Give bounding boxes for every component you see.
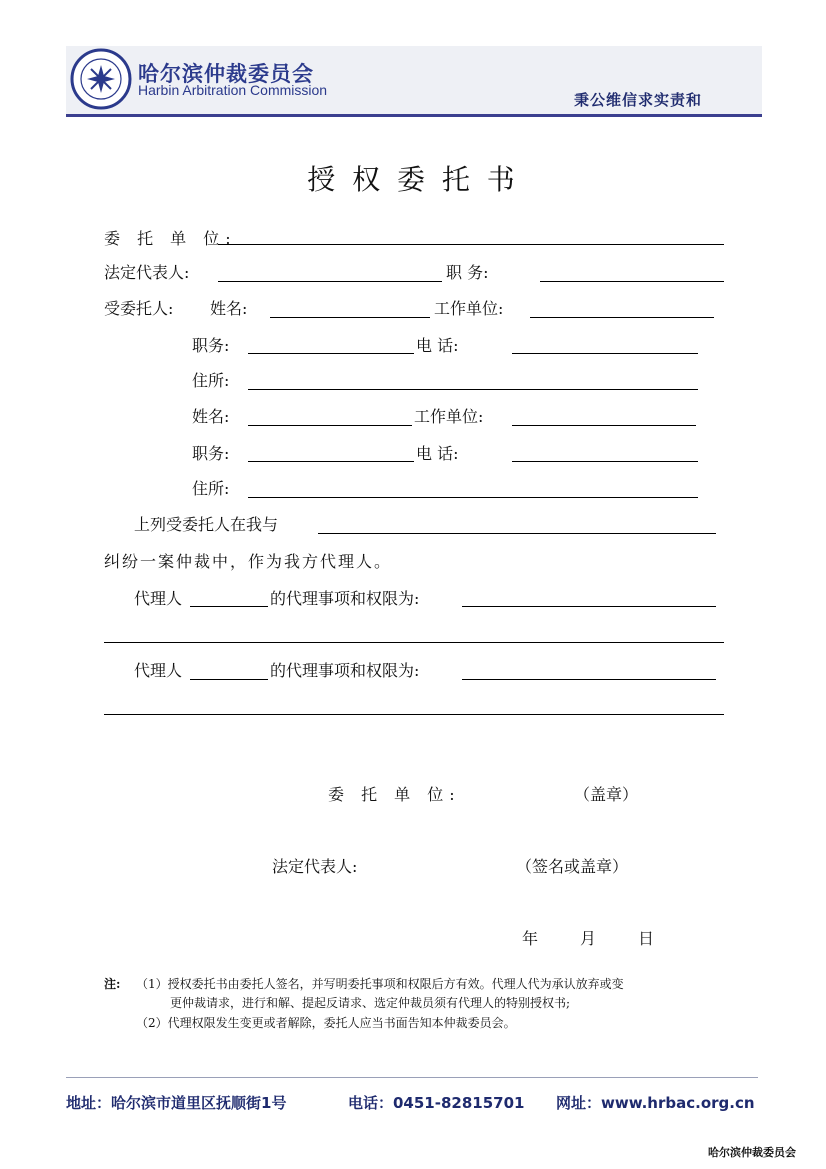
footer-website: 网址：www.hrbac.org.cn [556, 1094, 755, 1112]
agent2-name-field[interactable] [248, 425, 412, 426]
date-year: 年 [522, 929, 539, 948]
opposing-party-field[interactable] [318, 533, 716, 534]
page-title: 授 权 委 托 书 [307, 163, 519, 196]
agent1-work-unit-field[interactable] [530, 317, 714, 318]
agent1-phone-field[interactable] [512, 353, 698, 354]
agent2-scope-text: 的代理事项和权限为: [270, 661, 420, 680]
logo [70, 48, 132, 110]
agent1-address-label: 住所: [192, 371, 230, 390]
agent-label: 受委托人: [104, 299, 174, 318]
logo-emblem-icon [70, 48, 132, 110]
sign-principal-label: 委 托 单 位: [328, 785, 461, 804]
agent1-scope-line2[interactable] [104, 642, 724, 643]
agent2-duty-label: 职务: [192, 444, 230, 463]
agent2-name-label: 姓名: [192, 407, 230, 426]
position-label: 职 务: [446, 263, 489, 282]
agent2-duty-field[interactable] [248, 461, 414, 462]
note1-line2: 更仲裁请求，进行和解、提起反请求、选定仲裁员须有代理人的特别授权书; [170, 996, 571, 1010]
agent2-scope-field[interactable] [462, 679, 716, 680]
agent1-address-field[interactable] [248, 389, 698, 390]
agent1-prefix: 代理人 [134, 589, 183, 608]
agent2-scope-line2[interactable] [104, 714, 724, 715]
agent2-phone-label: 电 话: [416, 444, 459, 463]
agent1-phone-label: 电 话: [416, 336, 459, 355]
agent1-duty-label: 职务: [192, 336, 230, 355]
corner-text: 哈尔滨仲裁委员会 [708, 1146, 796, 1159]
footer-rule [66, 1077, 758, 1078]
legal-rep-label: 法定代表人: [104, 263, 190, 282]
dispute-text: 纠纷一案仲裁中，作为我方代理人。 [104, 552, 393, 571]
note1-line1: （1）授权委托书由委托人签名，并写明委托事项和权限后方有效。代理人代为承认放弃或变 [136, 977, 624, 991]
sign-legal-rep-label: 法定代表人: [272, 857, 358, 876]
agent1-name-field[interactable] [270, 317, 430, 318]
agent2-prefix: 代理人 [134, 661, 183, 680]
header-rule [66, 114, 762, 117]
agent1-work-unit-label: 工作单位: [434, 299, 504, 318]
notes-label: 注: [104, 977, 121, 991]
footer-address: 地址：哈尔滨市道里区抚顺街1号 [66, 1094, 287, 1112]
date-month: 月 [580, 929, 597, 948]
agent2-short-field[interactable] [190, 679, 268, 680]
org-name-en: Harbin Arbitration Commission [138, 82, 328, 98]
agent2-phone-field[interactable] [512, 461, 698, 462]
org-name-cn: 哈尔滨仲裁委员会 [138, 62, 314, 86]
agent2-work-unit-field[interactable] [512, 425, 696, 426]
agent1-name-label: 姓名: [210, 299, 248, 318]
agent2-work-unit-label: 工作单位: [414, 407, 484, 426]
principal-field[interactable] [218, 244, 724, 245]
agent2-address-field[interactable] [248, 497, 698, 498]
sign-or-seal-text: （签名或盖章） [516, 857, 629, 876]
footer-phone: 电话：0451-82815701 [348, 1094, 525, 1112]
agent1-duty-field[interactable] [248, 353, 414, 354]
agent2-address-label: 住所: [192, 479, 230, 498]
agent1-scope-text: 的代理事项和权限为: [270, 589, 420, 608]
note2: （2）代理权限发生变更或者解除，委托人应当书面告知本仲裁委员会。 [136, 1016, 516, 1030]
slogan: 秉公维信求实责和 [574, 91, 703, 109]
principal-label: 委 托 单 位: [104, 229, 237, 248]
agent1-short-field[interactable] [190, 606, 268, 607]
position-field[interactable] [540, 281, 724, 282]
legal-rep-field[interactable] [218, 281, 442, 282]
date-day: 日 [638, 929, 655, 948]
seal-text: （盖章） [574, 785, 639, 804]
above-agent-text: 上列受委托人在我与 [134, 515, 279, 534]
agent1-scope-field[interactable] [462, 606, 716, 607]
